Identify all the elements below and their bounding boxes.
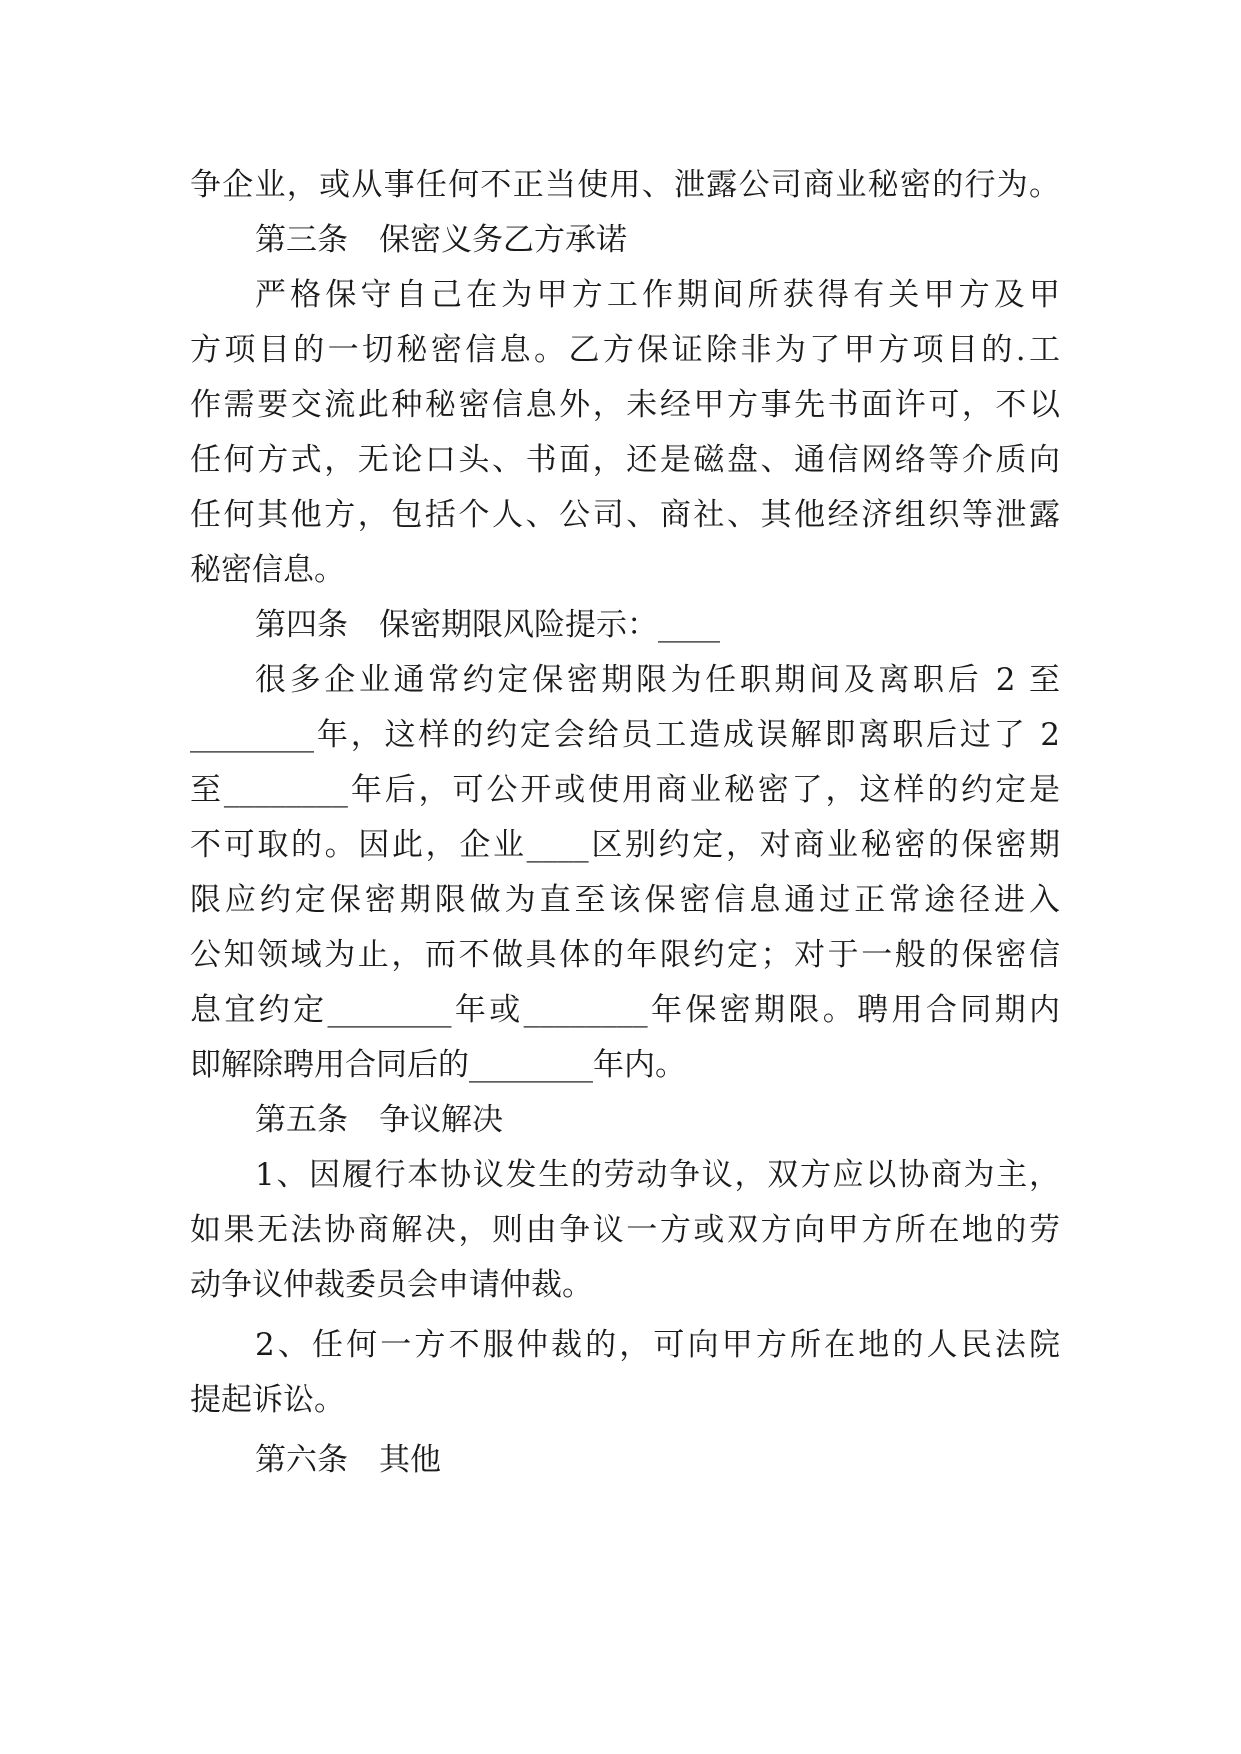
text-line: 公知领域为止，而不做具体的年限约定；对于一般的保密信	[190, 937, 1060, 973]
article-heading: 第五条 争议解决	[255, 1102, 503, 1138]
text-line: 如果无法协商解决，则由争议一方或双方向甲方所在地的劳	[190, 1212, 1060, 1248]
article-heading: 第四条 保密期限风险提示：____	[255, 607, 720, 643]
text-line: 息宜约定________年或________年保密期限。聘用合同期内	[190, 992, 1060, 1028]
text-line: 限应约定保密期限做为直至该保密信息通过正常途径进入	[190, 882, 1060, 918]
text-line: 动争议仲裁委员会申请仲裁。	[190, 1267, 593, 1303]
text-line: 不可取的。因此，企业____区别约定，对商业秘密的保密期	[190, 827, 1060, 863]
text-line: 争企业，或从事任何不正当使用、泄露公司商业秘密的行为。	[190, 167, 1060, 203]
text-line: 1、因履行本协议发生的劳动争议，双方应以协商为主，	[255, 1157, 1060, 1193]
text-line: 作需要交流此种秘密信息外，未经甲方事先书面许可，不以	[190, 387, 1060, 423]
text-line: 任何其他方，包括个人、公司、商社、其他经济组织等泄露	[190, 497, 1060, 533]
text-line: 提起诉讼。	[190, 1382, 345, 1418]
text-line: ________年，这样的约定会给员工造成误解即离职后过了 2	[190, 717, 1060, 753]
text-line: 即解除聘用合同后的________年内。	[190, 1047, 686, 1083]
text-line: 秘密信息。	[190, 552, 345, 588]
text-line: 很多企业通常约定保密期限为任职期间及离职后 2 至	[255, 662, 1060, 698]
article-heading: 第三条 保密义务乙方承诺	[255, 222, 627, 258]
text-line: 任何方式，无论口头、书面，还是磁盘、通信网络等介质向	[190, 442, 1060, 478]
text-line: 严格保守自己在为甲方工作期间所获得有关甲方及甲	[255, 277, 1060, 313]
text-line: 方项目的一切秘密信息。乙方保证除非为了甲方项目的.工	[190, 332, 1060, 368]
text-line: 2、任何一方不服仲裁的，可向甲方所在地的人民法院	[255, 1327, 1060, 1363]
article-heading: 第六条 其他	[255, 1442, 441, 1478]
text-line: 至________年后，可公开或使用商业秘密了，这样的约定是	[190, 772, 1060, 808]
